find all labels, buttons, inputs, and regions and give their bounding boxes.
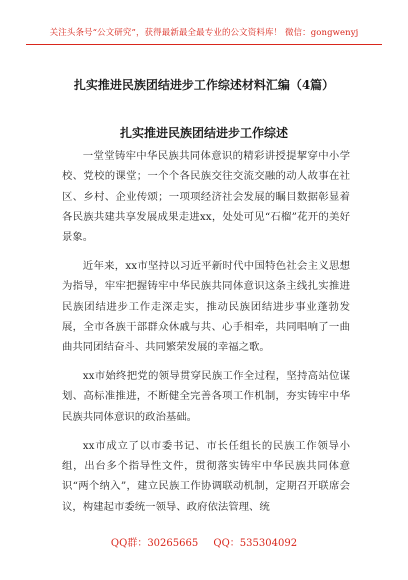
header-banner: 关注头条号“公文研究”，获得最新最全最专业的公文资料库！ 微信：gongwenyj — [49, 28, 359, 38]
paragraph: 近年来，xx市坚持以习近平新时代中国特色社会主义思想为指导，牢牢把握铸牢中华民族共同体意识这条主线扎实推进民族团结进步工作走深走实，推动民族团结进步事业蓬勃发展，全市各族干部群众休戚与共、心手相牵，共同唱响了一曲曲共同团结奋斗、共同繁荣发展的幸福之歌。 — [62, 260, 350, 354]
paragraph: xx市始终把党的领导贯穿民族工作全过程，坚持高站位谋划、高标准推进，不断健全完善各项工作机制，夯实铸牢中华民族共同体意识的政治基础。 — [62, 370, 350, 423]
footer-qq-number: QQ：535304092 — [213, 538, 298, 549]
footer-qq-group: QQ群：30265665 — [110, 538, 199, 549]
document-body — [62, 146, 350, 525]
section-title: 扎实推进民族团结进步工作综述 — [119, 126, 288, 140]
document-title: 扎实推进民族团结进步工作综述材料汇编（4篇） — [73, 78, 335, 92]
header-divider — [26, 44, 382, 45]
footer-contact — [0, 534, 408, 549]
paragraph: xx市成立了以市委书记、市长任组长的民族工作领导小组，出台多个指导性文件，贯彻落实铸牢中华民族共同体意识“两个纳入”，建立民族工作协调联动机制，定期召开联席会议，构建起市委统一领导、政府依法管理、统 — [62, 439, 350, 513]
paragraph: 一堂堂铸牢中华民族共同体意识的精彩讲授提挈穿中小学校、党校的课堂；一个个各民族交往交流交融的动人故事在社区、乡村、企业传颂；一项项经济社会发展的瞩目数据彰显着各民族共建共享发展成果走进xx，处处可见“石榴”花开的美好景象。 — [62, 150, 350, 244]
